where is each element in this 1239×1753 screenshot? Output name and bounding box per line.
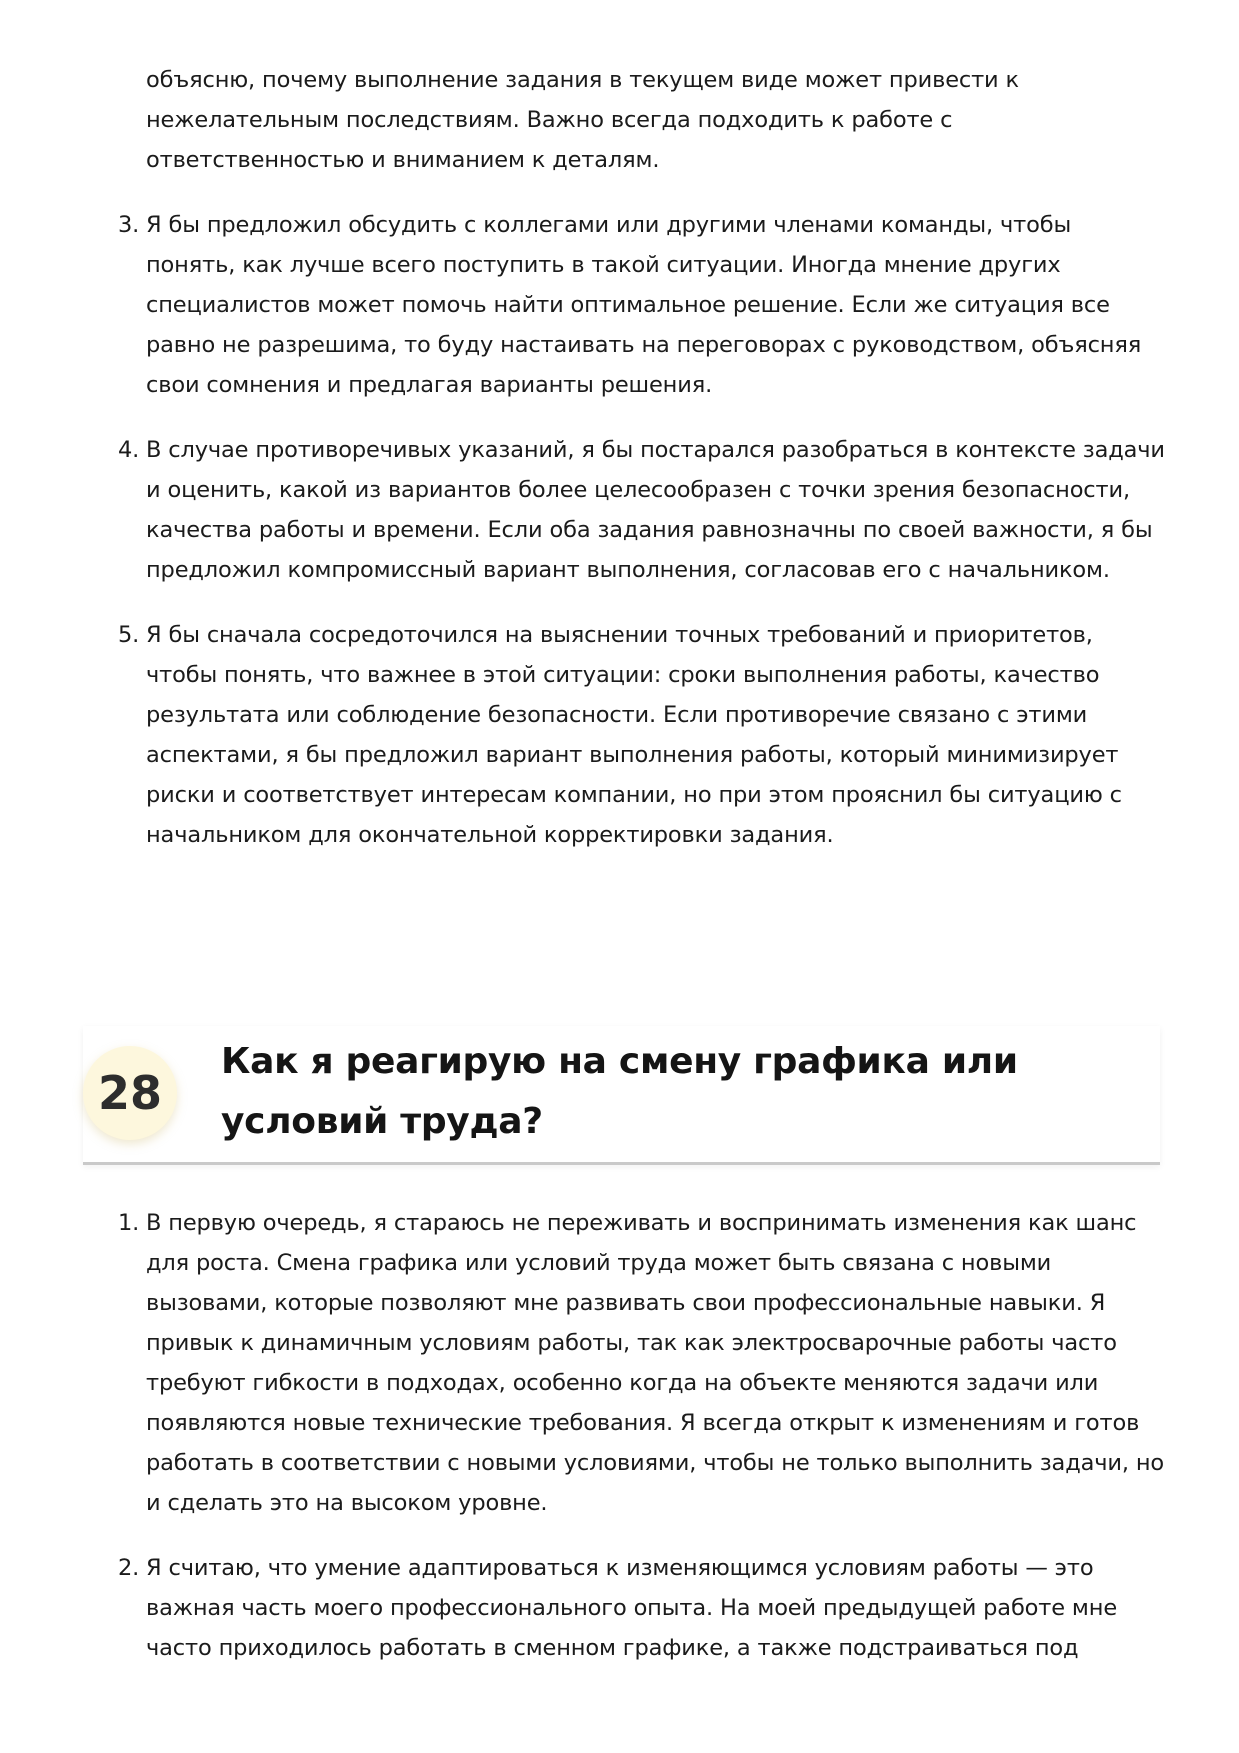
- answers-list: [118, 1203, 1166, 1693]
- list-item-number: 1.: [118, 1210, 140, 1236]
- list-item: [146, 60, 1166, 180]
- list-item-text: В первую очередь, я стараюсь не переживать и воспринимать изменения как шанс для роста. Смена графика или условий труда может быть связана с новыми вызовами, которые позволяют мне развивать свои профессиональные навыки. Я привык к динамичным условиям работы, так как электросварочные работы часто требуют гибкости в подходах, особенно когда на объекте меняются задачи или появляются новые технические требования. Я всегда открыт к изменениям и готов работать в соответствии с новыми условиями, чтобы не только выполнить задачи, но и сделать это на высоком уровне.: [146, 1210, 1165, 1516]
- list-item: [118, 1203, 1166, 1523]
- list-item: [118, 1548, 1166, 1668]
- list-item: [118, 430, 1166, 590]
- list-item: [118, 615, 1166, 855]
- section-number-badge: 28: [83, 1046, 177, 1140]
- list-item: [118, 205, 1166, 405]
- list-item-number: 2.: [118, 1555, 140, 1581]
- list-item-number: 5.: [118, 622, 140, 648]
- list-item-text: Я считаю, что умение адаптироваться к изменяющимся условиям работы — это важная часть моего профессионального опыта. На моей предыдущей работе мне часто приходилось работать в сменном графике, а также подстраиваться под: [146, 1555, 1118, 1661]
- list-item-text: В случае противоречивых указаний, я бы постарался разобраться в контексте задачи и оценить, какой из вариантов более целесообразен с точки зрения безопасности, качества работы и времени. Если оба задания равнозначны по своей важности, я бы предложил компромиссный вариант выполнения, согласовав его с начальником.: [146, 437, 1165, 583]
- section-heading: [83, 1026, 1160, 1165]
- list-item-continuation-text: объясню, почему выполнение задания в текущем виде может привести к нежелательным последствиям. Важно всегда подходить к работе с ответственностью и вниманием к деталям.: [146, 67, 1019, 173]
- section-title: Как я реагирую на смену графика или условий труда?: [221, 1041, 1018, 1142]
- list-item-number: 4.: [118, 437, 140, 463]
- list-item-text: Я бы предложил обсудить с коллегами или другими членами команды, чтобы понять, как лучше всего поступить в такой ситуации. Иногда мнение других специалистов может помочь найти оптимальное решение. Если же ситуация все равно не разрешима, то буду настаивать на переговорах с руководством, объясняя свои сомнения и предлагая варианты решения.: [146, 212, 1142, 398]
- answers-list-continued: [118, 60, 1166, 880]
- list-item-number: 3.: [118, 212, 140, 238]
- list-item-text: Я бы сначала сосредоточился на выяснении точных требований и приоритетов, чтобы понять, что важнее в этой ситуации: сроки выполнения работы, качество результата или соблюдение безопасности. Если противоречие связано с этими аспектами, я бы предложил вариант выполнения работы, который минимизирует риски и соответствует интересам компании, но при этом прояснил бы ситуацию с начальником для окончательной корректировки задания.: [146, 622, 1122, 848]
